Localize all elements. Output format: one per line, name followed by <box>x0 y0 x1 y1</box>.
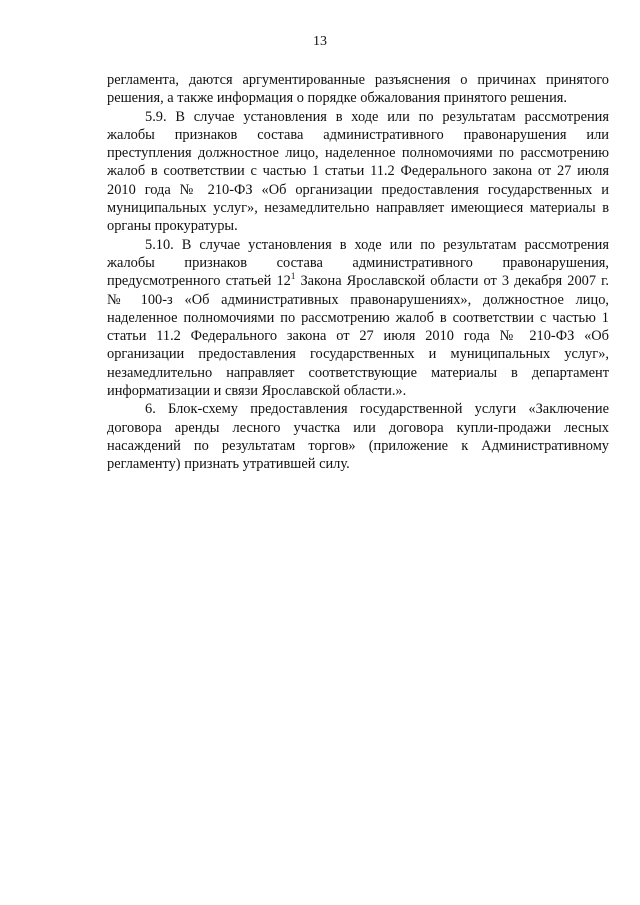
paragraph-5-10 <box>107 236 609 401</box>
article-superscript: 1 <box>290 271 296 282</box>
paragraph-5-9: 5.9. В случае установления в ходе или по результатам рассмотрения жалобы признаков состава административного правонарушения или преступления должностное лицо, наделенное полномочиями по рассмотрению жалоб в соответствии с частью 1 статьи 11.2 Федерального закона от 27 июля 2010 года № 210-ФЗ «Об организации предоставления государственных и муниципальных услуг», незамедлительно направляет имеющиеся материалы в органы прокуратуры. <box>107 108 609 235</box>
paragraph-continuation: регламента, даются аргументированные разъяснения о причинах принятого решения, а также информация о порядке обжалования принятого решения. <box>107 72 609 107</box>
document-body <box>107 71 609 474</box>
paragraph-5-10-part2: Закона Ярославской области от 3 декабря 2007 г. № 100-з «Об административных правонарушениях», должностное лицо, наделенное полномочиями по рассмотрению жалоб в соответствии с частью 1 статьи 11.2 Федерального закона от 27 июля 2010 года № 210-ФЗ «Об организации предоставления государственных и муниципальных услуг», незамедлительно направляет соответствующие материалы в департамент информатизации и связи Ярославской области.». <box>107 273 609 400</box>
page-number: 13 <box>313 34 327 49</box>
paragraph-5-10-part1: 5.10. В случае установления в ходе или по результатам рассмотрения жалобы признаков состава административного правонарушения, предусмотренного статьей 12 <box>107 236 609 290</box>
paragraph-6: 6. Блок-схему предоставления государственной услуги «Заключение договора аренды лесного участка или договора купли-продажи лесных насаждений по результатам торгов» (приложение к Административному регламенту) признать утратившей силу. <box>107 401 609 473</box>
